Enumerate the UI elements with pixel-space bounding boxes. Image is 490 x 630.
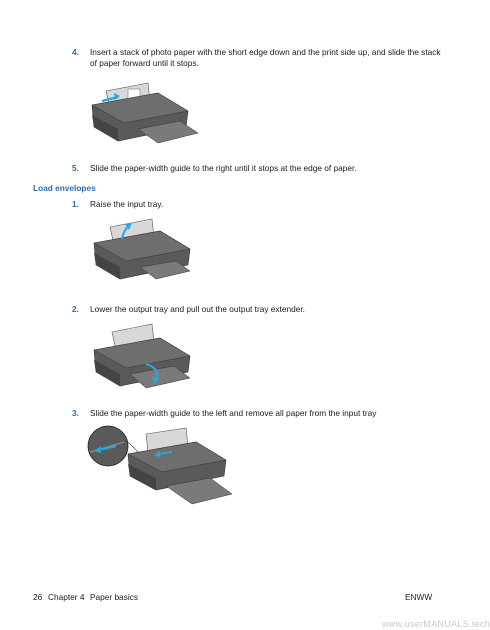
step-text: Lower the output tray and pull out the output tray extender. <box>90 304 305 314</box>
step-text: Raise the input tray. <box>90 199 164 209</box>
step-number: 4. <box>72 47 79 57</box>
printer-illustration-lower-output-tray <box>90 322 194 390</box>
step-number: 2. <box>72 304 79 314</box>
step-text <box>90 47 441 69</box>
section-heading: Load envelopes <box>33 183 96 193</box>
step-text: Slide the paper-width guide to the left and remove all paper from the input tray <box>90 408 377 418</box>
footer-enww: ENWW <box>405 592 433 602</box>
footer-chapter-title: Paper basics <box>90 592 138 602</box>
footer-page-number: 26 <box>33 592 43 602</box>
step-number: 3. <box>72 408 79 418</box>
footer-chapter: Chapter 4 <box>48 592 85 602</box>
step-number: 5. <box>72 163 79 173</box>
printer-illustration-raise-input-tray <box>90 215 194 283</box>
step-number: 1. <box>72 199 79 209</box>
printer-illustration-slide-paper-guide <box>86 424 236 516</box>
step-text-line: Insert a stack of photo paper with the short edge down and the print side up, and slide the stack <box>90 47 441 57</box>
step-text: Slide the paper-width guide to the right until it stops at the edge of paper. <box>90 163 357 173</box>
printer-illustration-load-photo <box>88 77 200 147</box>
step-text-line: of paper forward until it stops. <box>90 58 199 68</box>
watermark: www.userMANUALS.tech <box>382 619 490 629</box>
